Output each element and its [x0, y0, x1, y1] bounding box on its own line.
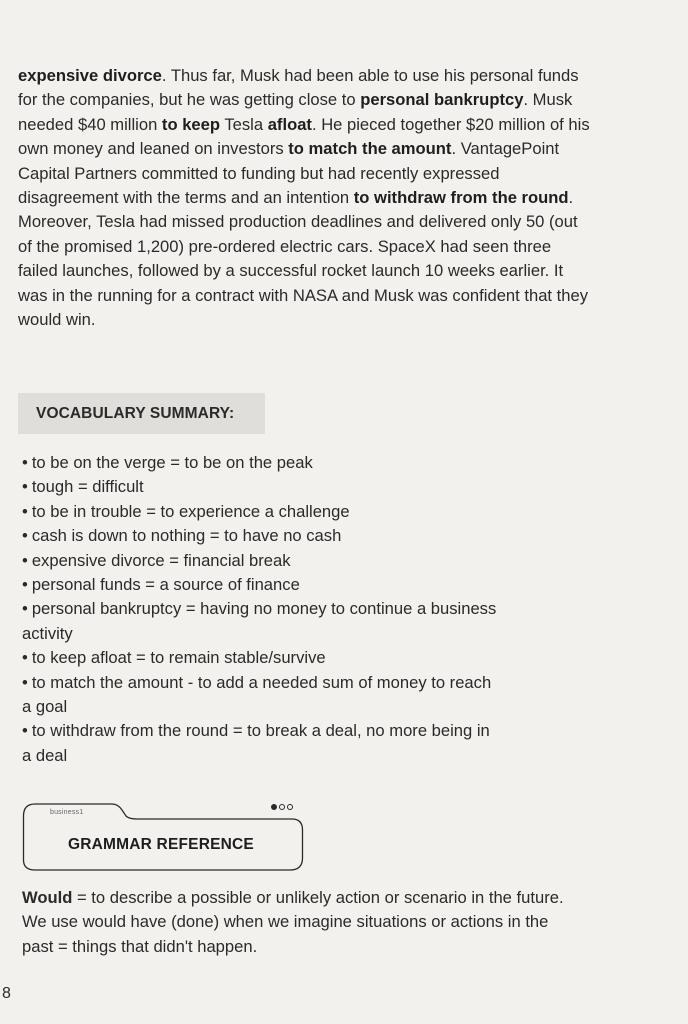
vocabulary-item-text: expensive divorce = financial break [31, 550, 291, 570]
bullet-icon: • [22, 575, 28, 595]
pagination-dots-icon [271, 804, 293, 810]
key-phrase: afloat [267, 114, 312, 134]
vocabulary-item [22, 646, 582, 670]
vocabulary-item [22, 524, 582, 548]
vocabulary-item-continuation: activity [22, 623, 73, 643]
key-phrase: personal bankruptcy [360, 90, 524, 110]
vocabulary-item-text: to match the amount - to add a needed sum of money to reach [31, 672, 492, 692]
text-run: . VantagePoint Capital Partners committed to funding but had recently expressed disagreement with the terms and an intention [18, 139, 560, 208]
text-run: . Moreover, Tesla had missed production deadlines and delivered only 50 (out of the promised 1,200) pre-ordered electric cars. SpaceX had seen three failed launches, followed by a successful rocket launch 10 weeks earlier. It was in the running for a contract with NASA and Musk was confident that they would win. [18, 188, 589, 330]
bullet-icon: • [22, 501, 28, 521]
vocabulary-item-text: to be on the verge = to be on the peak [31, 453, 313, 472]
vocabulary-item [22, 597, 582, 646]
key-phrase: expensive divorce [18, 66, 162, 85]
vocabulary-item [22, 671, 582, 720]
vocabulary-item [22, 719, 582, 768]
vocabulary-item-continuation: a deal [22, 745, 68, 765]
vocabulary-item-text: tough = difficult [31, 477, 144, 497]
bullet-icon: • [22, 477, 28, 497]
vocabulary-item [22, 475, 582, 499]
key-phrase: to withdraw from the round [353, 188, 569, 208]
vocabulary-item [22, 573, 582, 597]
grammar-reference-box [22, 800, 306, 872]
vocabulary-item-text: to keep afloat = to remain stable/survive [31, 648, 326, 668]
intro-paragraph [18, 64, 593, 332]
page-number: 8 [2, 985, 11, 1002]
vocabulary-item-continuation: a goal [22, 697, 68, 717]
bullet-icon: • [22, 550, 28, 570]
vocabulary-item-text: personal bankruptcy = having no money to continue a business [31, 599, 497, 619]
text-run: . He pieced together $20 million of his own money and leaned on investors [18, 114, 590, 159]
vocabulary-item [22, 500, 582, 524]
bullet-icon: • [22, 721, 28, 741]
key-phrase: to match the amount [288, 139, 452, 159]
grammar-explanation [22, 886, 582, 959]
grammar-definition: = to describe a possible or unlikely action or scenario in the future. We use would have (done) when we imagine situations or actions in the past = things that didn't happen. [22, 888, 564, 956]
vocabulary-item-text: personal funds = a source of finance [31, 575, 300, 595]
vocabulary-item [22, 549, 582, 573]
vocabulary-item [22, 451, 582, 475]
vocabulary-list [22, 451, 582, 768]
dot-active [271, 804, 277, 810]
dot-inactive [279, 804, 285, 810]
vocabulary-item-text: cash is down to nothing = to have no cash [31, 526, 342, 546]
bullet-icon: • [22, 648, 28, 668]
bullet-icon: • [22, 526, 28, 546]
grammar-reference-title: GRAMMAR REFERENCE [68, 836, 254, 853]
dot-inactive [287, 804, 293, 810]
bullet-icon: • [22, 599, 28, 619]
bullet-icon: • [22, 672, 28, 692]
vocabulary-item-text: to withdraw from the round = to break a deal, no more being in [31, 721, 490, 741]
key-phrase: to keep [161, 114, 221, 134]
text-run: Tesla [220, 114, 268, 134]
grammar-term: Would [22, 888, 73, 907]
bullet-icon: • [22, 453, 28, 472]
vocabulary-summary-heading: VOCABULARY SUMMARY: [18, 393, 265, 434]
tab-label: business1 [50, 809, 84, 816]
text-run: . Musk needed $40 million [18, 90, 573, 134]
vocabulary-item-text: to be in trouble = to experience a challenge [31, 501, 350, 521]
text-run: . Thus far, Musk had been able to use his personal funds for the companies, but he was getting close to [18, 66, 579, 110]
